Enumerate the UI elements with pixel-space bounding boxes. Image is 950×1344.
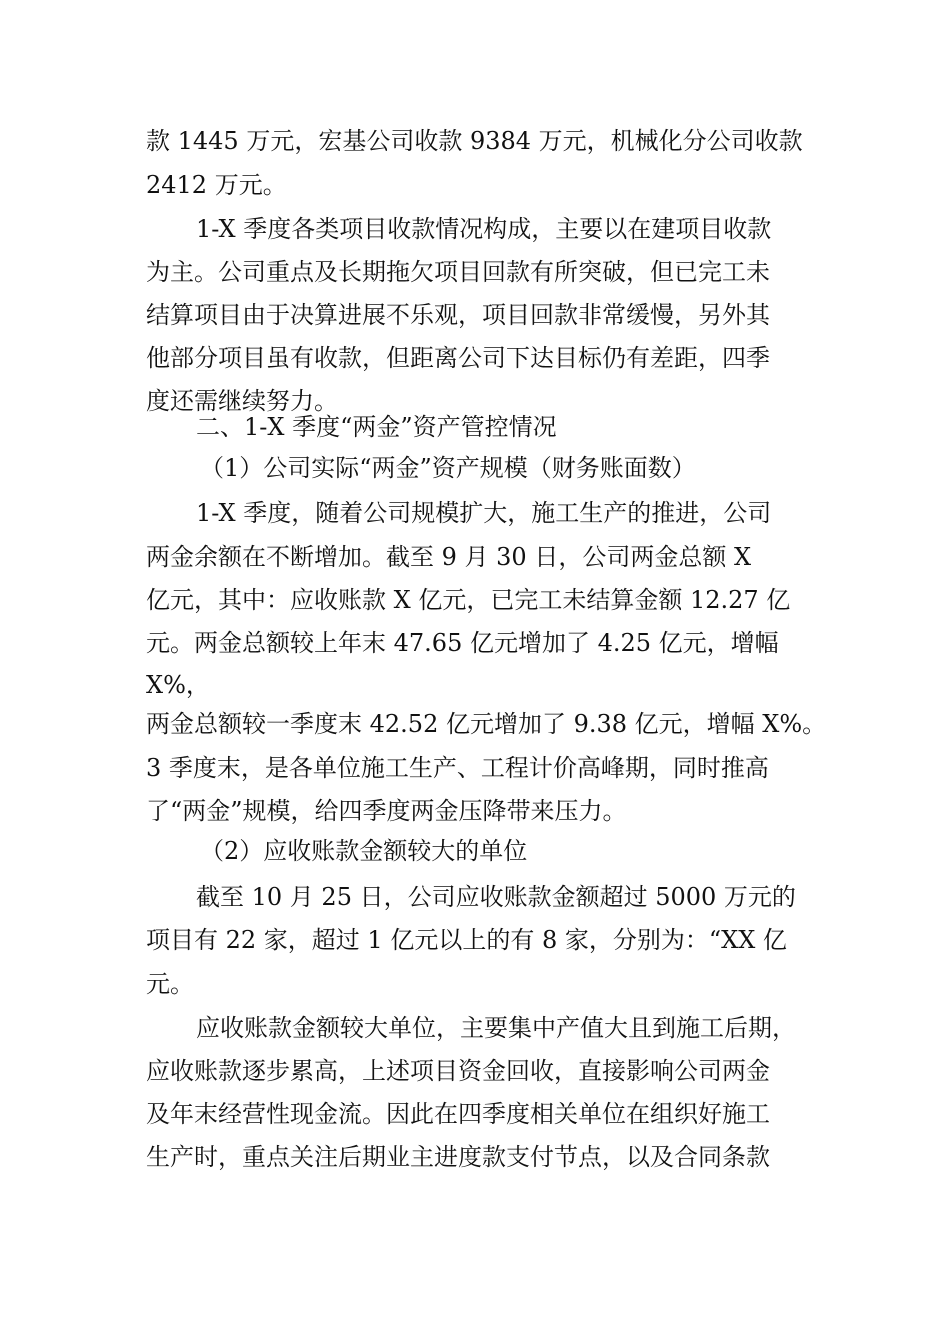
text-line: 结算项目由于决算进展不乐观，项目回款非常缓慢，另外其 (146, 301, 770, 329)
text-line: 两金余额在不断增加。截至 9 月 30 日，公司两金总额 X (146, 543, 752, 571)
text-line: 生产时，重点关注后期业主进度款支付节点，以及合同条款 (146, 1143, 770, 1171)
text-line: X%， (146, 671, 210, 699)
subsection-heading: （1）公司实际“两金”资产规模（财务账面数） (200, 454, 696, 482)
text-line: 2412 万元。 (146, 171, 287, 199)
text-line: 应收账款逐步累高，上述项目资金回收，直接影响公司两金 (146, 1057, 770, 1085)
subsection-heading: （2）应收账款金额较大的单位 (200, 837, 528, 865)
text-line: 1-X 季度，随着公司规模扩大，施工生产的推进，公司 (196, 499, 772, 527)
text-line: 应收账款金额较大单位，主要集中产值大且到施工后期， (196, 1014, 796, 1042)
text-line: 了“两金”规模，给四季度两金压降带来压力。 (146, 797, 627, 825)
text-line: 度还需继续努力。 (146, 387, 338, 415)
section-heading: 二、1-X 季度“两金”资产管控情况 (196, 413, 557, 441)
text-line: 项目有 22 家，超过 1 亿元以上的有 8 家，分别为：“XX 亿 (146, 926, 787, 954)
text-line: 3 季度末，是各单位施工生产、工程计价高峰期，同时推高 (146, 754, 769, 782)
text-line: 他部分项目虽有收款，但距离公司下达目标仍有差距，四季 (146, 344, 770, 372)
text-line: 元。 (146, 970, 194, 998)
text-line: 亿元，其中：应收账款 X 亿元，已完工未结算金额 12.27 亿 (146, 586, 791, 614)
text-line: 两金总额较一季度末 42.52 亿元增加了 9.38 亿元，增幅 X%。 (146, 710, 827, 738)
text-line: 及年末经营性现金流。因此在四季度相关单位在组织好施工 (146, 1100, 770, 1128)
text-line: 为主。公司重点及长期拖欠项目回款有所突破，但已完工未 (146, 258, 770, 286)
text-line: 截至 10 月 25 日，公司应收账款金额超过 5000 万元的 (196, 883, 796, 911)
text-line: 元。两金总额较上年末 47.65 亿元增加了 4.25 亿元，增幅 (146, 629, 779, 657)
text-line: 款 1445 万元，宏基公司收款 9384 万元，机械化分公司收款 (146, 127, 803, 155)
text-line: 1-X 季度各类项目收款情况构成，主要以在建项目收款 (196, 215, 772, 243)
